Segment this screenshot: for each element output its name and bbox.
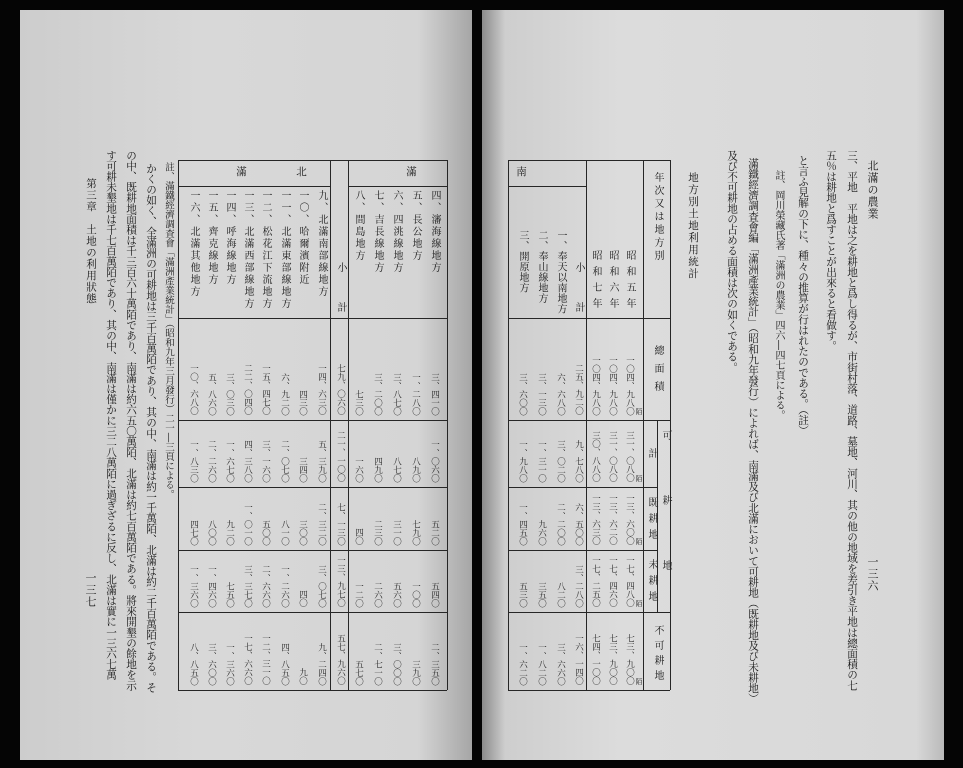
table-cell-non-arable: 七四、一〇〇 <box>590 634 601 685</box>
table-rule <box>508 550 657 551</box>
table-cell-cultivated: 三〇〇 <box>297 519 308 545</box>
table-cell-total-area: 六、六八〇 <box>555 372 566 415</box>
table-row-label: 昭和七年 <box>590 250 601 314</box>
table-cell-uncultivated: 五三〇 <box>517 581 528 607</box>
table-rule <box>508 318 670 319</box>
body-line: と言ふ見解の下に、種々の推算が行はれたのである。（註） <box>797 155 809 436</box>
table-cell-arable-total: 二、二六〇 <box>206 439 217 482</box>
table-cell-cultivated: 二三〇 <box>372 519 383 545</box>
table-rule <box>657 420 658 612</box>
table-rule <box>178 160 447 161</box>
table-row-label: 七、吉長線地方 <box>372 190 383 274</box>
table-cell-arable-total: 四、三八〇 <box>242 439 253 482</box>
table-cell-uncultivated: 八二〇 <box>555 581 566 607</box>
table-rule <box>178 690 447 691</box>
header-cultivated: 既耕地 <box>646 497 657 545</box>
table-title: 地方別土地利用統計 <box>687 172 699 280</box>
table-cell-cultivated: 一三、六三〇 <box>590 494 601 545</box>
table-cell-uncultivated: 二、六六〇 <box>260 564 271 607</box>
table-cell-uncultivated: 一、四六〇 <box>206 564 217 607</box>
table-row-label: 九、北滿南部線地方 <box>316 190 327 298</box>
table-cell-cultivated: 一、四五〇 <box>517 502 528 545</box>
table-cell-non-arable: 一、三六〇 <box>224 642 235 685</box>
table-cell-non-arable: 三九〇 <box>410 659 421 685</box>
header-non-arable: 不可耕地 <box>652 625 663 685</box>
table-rule <box>178 318 447 319</box>
header-label-column: 年次又は地方別 <box>652 172 663 263</box>
table-cell-cultivated: 八一〇 <box>279 519 290 545</box>
table-cell-non-arable: 七三、九〇〇 <box>607 634 618 685</box>
table-rule <box>508 160 509 690</box>
table-cell-non-arable: 一六、一四〇 <box>573 634 584 685</box>
page-number-left: 一三七 <box>84 572 97 608</box>
table-rule <box>670 160 671 690</box>
table-row-label: 一〇、哈爾濱附近 <box>297 190 308 286</box>
table-row-label: 四、瀋海線地方 <box>429 190 440 274</box>
table-row-label: 小計 <box>573 262 584 342</box>
table-row-label: 二、奉山線地方 <box>536 230 547 304</box>
table-rule <box>643 160 644 690</box>
table-cell-non-arable: 五七〇 <box>353 659 364 685</box>
table-cell-cultivated: 九二〇 <box>224 519 235 545</box>
table-cell-uncultivated: 一二〇 <box>353 581 364 607</box>
right-page <box>482 10 944 760</box>
table-cell-non-arable: 二、三五〇 <box>429 642 440 685</box>
table-cell-total-area: 一〇四、九八〇 <box>624 355 635 415</box>
body-line: 五％は耕地と爲すことが出來ると看做す。 <box>825 150 837 352</box>
table-row-label: 八、間島地方 <box>353 190 364 262</box>
table-cell-non-arable: 四、八五〇 <box>279 642 290 685</box>
table-row-label: 一六、北滿其他地方 <box>188 190 199 298</box>
table-cell-arable-total: 一六〇 <box>353 456 364 482</box>
table-cell-cultivated: 一、〇一〇 <box>242 502 253 545</box>
group-bracket <box>348 186 447 187</box>
header-uncultivated: 未耕地 <box>646 559 657 607</box>
table-rule <box>508 487 657 488</box>
table-cell-total-area: 二五、九二〇 <box>573 364 584 415</box>
table-row-label: 一二、松花江下流地方 <box>260 190 271 310</box>
group-label-south: 南 <box>515 166 527 177</box>
table-cell-arable-total: 四九〇 <box>372 456 383 482</box>
table-cell-arable-total: 一、六七〇 <box>224 439 235 482</box>
table-cell-total-area: 七三〇 <box>353 389 364 415</box>
table-cell-arable-total: 八七〇 <box>391 456 402 482</box>
table-cell-total-area: 五、八六〇 <box>206 372 217 415</box>
group-bracket <box>178 186 330 187</box>
table-cell-arable-total: 三〇、八八〇 <box>590 431 601 482</box>
body-line: 滿鐵經濟調査會編「滿洲產業統計」（昭和九年發行）によれば、南滿及び北滿において可耕地（既耕地及び未耕地） <box>747 158 759 704</box>
body-line: す可耕未墾地は千七百萬陌であり、其の中、南滿は僅かに三二八萬陌に過ぎざるに反し、北滿は實に一三六七萬 <box>105 150 117 680</box>
table-cell-uncultivated: 一七、四八〇 <box>624 556 635 607</box>
group-label-north: 北 <box>295 166 307 177</box>
table-rule <box>178 420 447 421</box>
table-cell-uncultivated: 三、三七〇 <box>242 564 253 607</box>
table-cell-arable-total: 二、〇七〇 <box>279 439 290 482</box>
table-cell-arable-total: 一、九八〇 <box>517 439 528 482</box>
table-cell-total-area: 四三〇 <box>297 389 308 415</box>
table-cell-arable-total: 二一、一〇〇 <box>335 431 346 482</box>
unit-label: 陌 <box>635 475 643 482</box>
table-row-label: 六、四洮線地方 <box>391 190 402 274</box>
table-cell-cultivated: 八〇〇 <box>206 519 217 545</box>
table-rule <box>178 550 447 551</box>
table-cell-non-arable: 三、〇〇〇 <box>391 642 402 685</box>
body-line: 三、平地 平地は之を耕地と爲し得るが、市街村落、道路、墓地、河川、其の他の地域を差引き平地は總面積の七 <box>846 150 858 691</box>
table-row-label: 三、開原地方 <box>517 230 528 293</box>
table-cell-uncultivated: 一、三六〇 <box>188 564 199 607</box>
table-cell-non-arable: 九、二四〇 <box>316 642 327 685</box>
table-cell-arable-total: 八九〇 <box>410 456 421 482</box>
body-line: 及び不可耕地の占める面積は次の如くである。 <box>726 150 738 373</box>
unit-label: 陌 <box>635 538 643 545</box>
table-cell-total-area: 一〇四、九八〇 <box>607 355 618 415</box>
table-cell-arable-total: 三一、〇八〇 <box>624 431 635 482</box>
table-row-label: 昭和五年 <box>624 250 635 314</box>
table-cell-total-area: 二二、〇四〇 <box>242 364 253 415</box>
group-label-south-cont: 滿 <box>405 166 417 177</box>
table-row-label: 一一、北滿東部線地方 <box>279 190 290 310</box>
table-cell-arable-total: 三、〇二〇 <box>555 439 566 482</box>
table-cell-cultivated: 七九〇 <box>410 519 421 545</box>
table-rule <box>447 160 448 690</box>
table-cell-cultivated: 七、一三〇 <box>335 502 346 545</box>
table-cell-uncultivated: 一七、四六〇 <box>607 556 618 607</box>
table-cell-cultivated: 五二〇 <box>429 519 440 545</box>
table-cell-cultivated: 六、五〇〇 <box>573 502 584 545</box>
table-cell-non-arable: 三、六〇〇 <box>206 642 217 685</box>
running-footer: 第三章 土地の利用狀態 <box>85 178 97 305</box>
body-line: の中、既耕地面積は千三百六十萬陌であり、南滿は約六五〇萬陌、北滿は約七百萬陌である。將來開墾の餘地を示 <box>125 150 137 691</box>
table-cell-uncultivated: 一、二六〇 <box>279 564 290 607</box>
table-cell-cultivated: 四〇 <box>353 528 364 545</box>
header-total-area: 總面積 <box>652 345 663 399</box>
table-cell-uncultivated: 一七、二五〇 <box>590 556 601 607</box>
table-cell-uncultivated: 五四〇 <box>429 581 440 607</box>
table-cell-arable-total: 三、一六〇 <box>260 439 271 482</box>
table-row-label: 五、長公地方 <box>410 190 421 262</box>
table-cell-cultivated: 一三、六〇〇 <box>624 494 635 545</box>
table-cell-uncultivated: 一〇〇 <box>410 581 421 607</box>
table-rule <box>508 160 670 161</box>
table-cell-uncultivated: 七五〇 <box>224 581 235 607</box>
table-cell-total-area: 三、四一〇 <box>429 372 440 415</box>
table-rule <box>508 612 670 613</box>
table-cell-total-area: 三、二〇〇 <box>372 372 383 415</box>
table-cell-arable-total: 一、〇六〇 <box>429 439 440 482</box>
running-header: 北滿の農業 <box>866 160 879 220</box>
table-row-label: 一、奉天以南地方 <box>555 230 566 314</box>
table-cell-total-area: 一四、六三〇 <box>316 364 327 415</box>
table-cell-non-arable: 九〇 <box>297 668 308 685</box>
table-cell-uncultivated: 一三、九七〇 <box>335 556 346 607</box>
table-rule <box>178 612 447 613</box>
table-row-label: 昭和六年 <box>607 250 618 314</box>
table-rule <box>586 160 587 690</box>
table-cell-non-arable: 二、七一〇 <box>372 642 383 685</box>
table-cell-non-arable: 三、六六〇 <box>555 642 566 685</box>
table-cell-total-area: 一〇、六八〇 <box>188 364 199 415</box>
group-label-north-cont: 滿 <box>235 166 247 177</box>
table-cell-total-area: 三、一三〇 <box>536 372 547 415</box>
unit-label: 陌 <box>635 600 643 607</box>
table-row-label: 一四、呼海線地方 <box>224 190 235 286</box>
table-row-label: 一三、北滿西部線地方 <box>242 190 253 310</box>
table-cell-total-area: 三、六〇〇 <box>517 372 528 415</box>
table-cell-arable-total: 三四〇 <box>297 456 308 482</box>
body-line: かくの如く、全滿洲の可耕地は三千百萬陌であり、其の中、南滿は約一千萬陌、北滿は約二千百萬陌である。そ <box>145 163 157 693</box>
table-cell-non-arable: 七三、九〇〇 <box>624 634 635 685</box>
table-rule <box>508 690 670 691</box>
table-cell-arable-total: 五、三九〇 <box>316 439 327 482</box>
header-arable-total: 計 <box>646 448 657 458</box>
table-cell-cultivated: 三一〇 <box>391 519 402 545</box>
table-cell-cultivated: 五〇〇 <box>260 519 271 545</box>
table-footnote: 註、滿鐵經濟調査會「滿洲產業統計」（昭和九年三月發行）二一―三頁による。 <box>163 162 174 500</box>
table-rule <box>330 160 331 690</box>
table-cell-cultivated: 九六〇 <box>536 519 547 545</box>
unit-label: 陌 <box>635 408 643 415</box>
table-cell-cultivated: 二、二〇〇 <box>555 502 566 545</box>
table-cell-non-arable: 五七、九六〇 <box>335 634 346 685</box>
table-cell-total-area: 七九、〇六〇 <box>335 364 346 415</box>
table-cell-cultivated: 四七〇 <box>188 519 199 545</box>
table-cell-total-area: 三、八七〇 <box>391 372 402 415</box>
table-cell-total-area: 一〇四、九八〇 <box>590 355 601 415</box>
table-cell-uncultivated: 四〇 <box>297 590 308 607</box>
table-cell-cultivated: 二、三二〇 <box>316 502 327 545</box>
table-cell-total-area: 一五、四七〇 <box>260 364 271 415</box>
table-cell-non-arable: 一二、三一〇 <box>260 634 271 685</box>
table-cell-uncultivated: 二六〇 <box>372 581 383 607</box>
table-rule <box>178 487 447 488</box>
table-cell-arable-total: 三一、〇八〇 <box>607 431 618 482</box>
table-cell-non-arable: 八、八五〇 <box>188 642 199 685</box>
unit-label: 陌 <box>635 678 643 685</box>
note-line: 註、岡川榮藏氏著「滿洲の農業」四六―四七頁による。 <box>773 170 784 420</box>
table-cell-uncultivated: 五六〇 <box>391 581 402 607</box>
table-cell-total-area: 三、〇三〇 <box>224 372 235 415</box>
table-cell-total-area: 六、九二〇 <box>279 372 290 415</box>
group-bracket <box>508 186 586 187</box>
table-cell-non-arable: 一、八二〇 <box>536 642 547 685</box>
table-cell-cultivated: 一三、六二〇 <box>607 494 618 545</box>
table-cell-uncultivated: 三、〇七〇 <box>316 564 327 607</box>
table-cell-non-arable: 一、六二〇 <box>517 642 528 685</box>
header-arable: 可耕地 <box>660 430 671 625</box>
table-row-label: 小計 <box>335 262 346 342</box>
table-row-label: 一五、齊克線地方 <box>206 190 217 286</box>
table-cell-arable-total: 一、三一〇 <box>536 439 547 482</box>
table-rule <box>508 420 670 421</box>
table-rule <box>348 160 349 690</box>
table-rule <box>178 160 179 690</box>
table-cell-uncultivated: 三五〇 <box>536 581 547 607</box>
table-cell-total-area: 一、二八〇 <box>410 372 421 415</box>
table-cell-arable-total: 九、七八〇 <box>573 439 584 482</box>
table-cell-non-arable: 一七、六六〇 <box>242 634 253 685</box>
table-cell-uncultivated: 三、二八〇 <box>573 564 584 607</box>
page-number-right: 一三六 <box>866 556 879 592</box>
table-cell-arable-total: 一、八三〇 <box>188 439 199 482</box>
